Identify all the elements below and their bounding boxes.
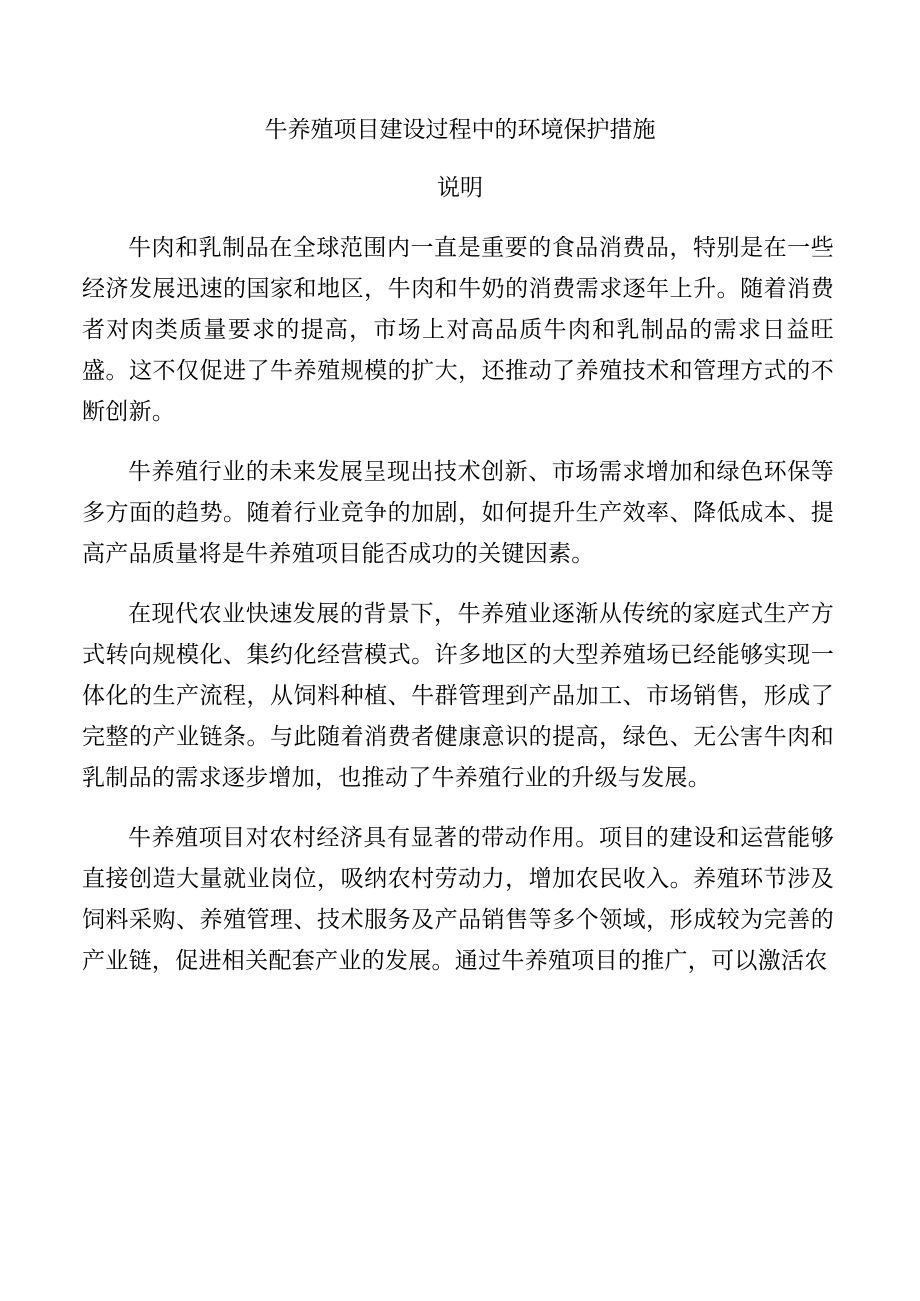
paragraph-4: 牛养殖项目对农村经济具有显著的带动作用。项目的建设和运营能够直接创造大量就业岗位，吸纳农村劳动力，增加农民收入。养殖环节涉及饲料采购、养殖管理、技术服务及产品销售等多个领域，形成较为完善的产业链，促进相关配套产业的发展。通过牛养殖项目的推广，可以激活农 xyxy=(82,825,834,974)
paragraph-2: 牛养殖行业的未来发展呈现出技术创新、市场需求增加和绿色环保等多方面的趋势。随着行业竞争的加剧，如何提升生产效率、降低成本、提高产品质量将是牛养殖项目能否成功的关键因素。 xyxy=(82,459,834,567)
document-subtitle: 说明 xyxy=(437,175,483,201)
document-title: 牛养殖项目建设过程中的环境保护措施 xyxy=(264,117,656,143)
document-body xyxy=(82,228,834,982)
paragraph-1: 牛肉和乳制品在全球范围内一直是重要的食品消费品，特别是在一些经济发展迅速的国家和地区，牛肉和牛奶的消费需求逐年上升。随着消费者对肉类质量要求的提高，市场上对高品质牛肉和乳制品的需求日益旺盛。这不仅促进了牛养殖规模的扩大，还推动了养殖技术和管理方式的不断创新。 xyxy=(82,235,834,425)
paragraph-3: 在现代农业快速发展的背景下，牛养殖业逐渐从传统的家庭式生产方式转向规模化、集约化经营模式。许多地区的大型养殖场已经能够实现一体化的生产流程，从饲料种植、牛群管理到产品加工、市场销售，形成了完整的产业链条。与此随着消费者健康意识的提高，绿色、无公害牛肉和乳制品的需求逐步增加，也推动了牛养殖行业的升级与发展。 xyxy=(82,601,834,791)
